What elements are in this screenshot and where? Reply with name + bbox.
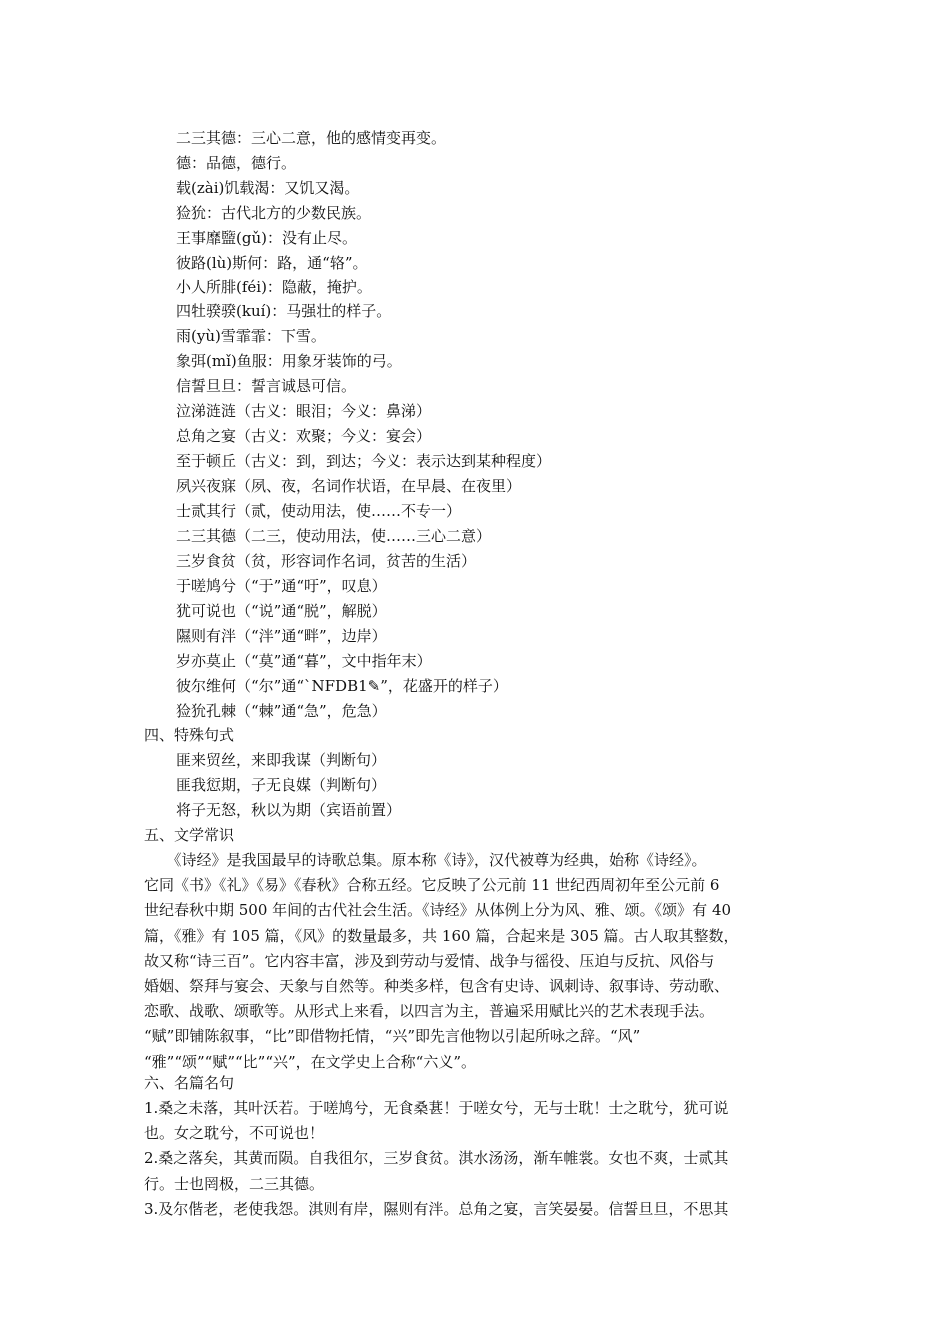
paragraph-line: “赋”即铺陈叙事，“比”即借物托情，“兴”即先言他物以引起所咏之辞。“风” [144,1027,641,1046]
paragraph-line: 婚姻、祭拜与宴会、天象与自然等。种类多样，包含有史诗、讽刺诗、叙事诗、劳动歌、 [144,977,730,996]
vocab-line: 二三其德：三心二意，他的感情变再变。 [176,129,447,147]
vocab-line: 隰则有泮（“泮”通“畔”，边岸） [176,627,387,645]
vocab-line: 士贰其行（贰，使动用法，使……不专一） [176,502,462,520]
vocab-line: 泣涕涟涟（古义：眼泪；今义：鼻涕） [176,402,432,420]
vocab-line: 信誓旦旦：誓言诚恳可信。 [176,377,357,395]
paragraph-line: 恋歌、战歌、颂歌等。从形式上来看，以四言为主，普遍采用赋比兴的艺术表现手法。 [144,1002,715,1021]
vocab-line: 彼路(lù)斯何：路，通“辂”。 [176,254,368,272]
paragraph-line: 故又称“诗三百”。它内容丰富，涉及到劳动与爱情、战争与徭役、压迫与反抗、风俗与 [144,951,715,970]
quote-line: 3.及尔偕老，老使我怨。淇则有岸，隰则有泮。总角之宴，言笑晏晏。信誓旦旦，不思其 [144,1199,729,1218]
vocab-line: 于嗟鸠兮（“于”通“吁”，叹息） [176,577,387,595]
vocab-line: 王事靡盬(gǔ)：没有止尽。 [176,229,357,247]
sentence-item: 匪来贸丝，来即我谋（判断句） [176,751,387,769]
vocab-line: 德：品德，德行。 [176,154,297,172]
vocab-line: 三岁食贫（贫，形容词作名词，贫苦的生活） [176,552,477,570]
vocab-line: 象弭(mǐ)鱼服：用象牙装饰的弓。 [176,352,402,370]
section-heading: 四、特殊句式 [144,726,235,744]
vocab-line: 雨(yù)雪霏霏：下雪。 [176,327,326,345]
vocab-line: 猃狁孔棘（“棘”通“急”，危急） [176,702,387,720]
vocab-line: 犹可说也（“说”通“脱”，解脱） [176,602,387,620]
section-heading: 六、名篇名句 [144,1074,235,1092]
sentence-item: 将子无怒，秋以为期（宾语前置） [176,801,402,819]
vocab-line: 载(zài)饥载渴：又饥又渴。 [176,179,360,197]
vocab-line: 小人所腓(féi)：隐蔽，掩护。 [176,278,372,296]
vocab-line: 至于顿丘（古义：到，到达；今义：表示达到某种程度） [176,452,552,470]
paragraph-line: “雅”“颂”“赋”“比”“兴”，在文学史上合称“六义”。 [144,1052,477,1071]
quote-line: 也。女之耽兮，不可说也！ [144,1124,325,1143]
paragraph-line: 它同《书》《礼》《易》《春秋》合称五经。它反映了公元前 11 世纪西周初年至公元前 6 [144,876,720,895]
vocab-line: 夙兴夜寐（夙、夜，名词作状语，在早晨、在夜里） [176,477,522,495]
vocab-line: 四牡骙骙(kuí)：马强壮的样子。 [176,302,392,320]
paragraph-line: 《诗经》是我国最早的诗歌总集。原本称《诗》，汉代被尊为经典，始称《诗经》。 [144,851,707,869]
sentence-item: 匪我愆期，子无良媒（判断句） [176,776,387,794]
quote-line: 2.桑之落矣，其黄而陨。自我徂尔，三岁食贫。淇水汤汤，渐车帷裳。女也不爽，士贰其 [144,1149,729,1168]
quote-line: 行。士也罔极，二三其德。 [144,1174,325,1193]
vocab-line: 彼尔维何（“尔”通“`NFDB1✎”，花盛开的样子） [176,677,508,695]
vocab-line: 总角之宴（古义：欢聚；今义：宴会） [176,427,432,445]
paragraph-line: 世纪春秋中期 500 年间的古代社会生活。《诗经》从体例上分为风、雅、颂。《颂》有 40 [144,901,732,920]
quotes-paragraph [144,1096,804,1222]
paragraph-line: 篇，《雅》有 105 篇，《风》的数量最多，共 160 篇，合起来是 305 篇。古人取其整数， [144,926,739,945]
quote-line: 1.桑之未落，其叶沃若。于嗟鸠兮，无食桑葚！于嗟女兮，无与士耽！士之耽兮，犹可说 [144,1099,729,1117]
vocab-line: 猃狁：古代北方的少数民族。 [176,204,372,222]
vocab-line: 岁亦莫止（“莫”通“暮”，文中指年末） [176,652,432,670]
section-heading: 五、文学常识 [144,826,235,844]
vocab-line: 二三其德（二三，使动用法，使……三心二意） [176,527,492,545]
literature-paragraph [144,848,804,1075]
